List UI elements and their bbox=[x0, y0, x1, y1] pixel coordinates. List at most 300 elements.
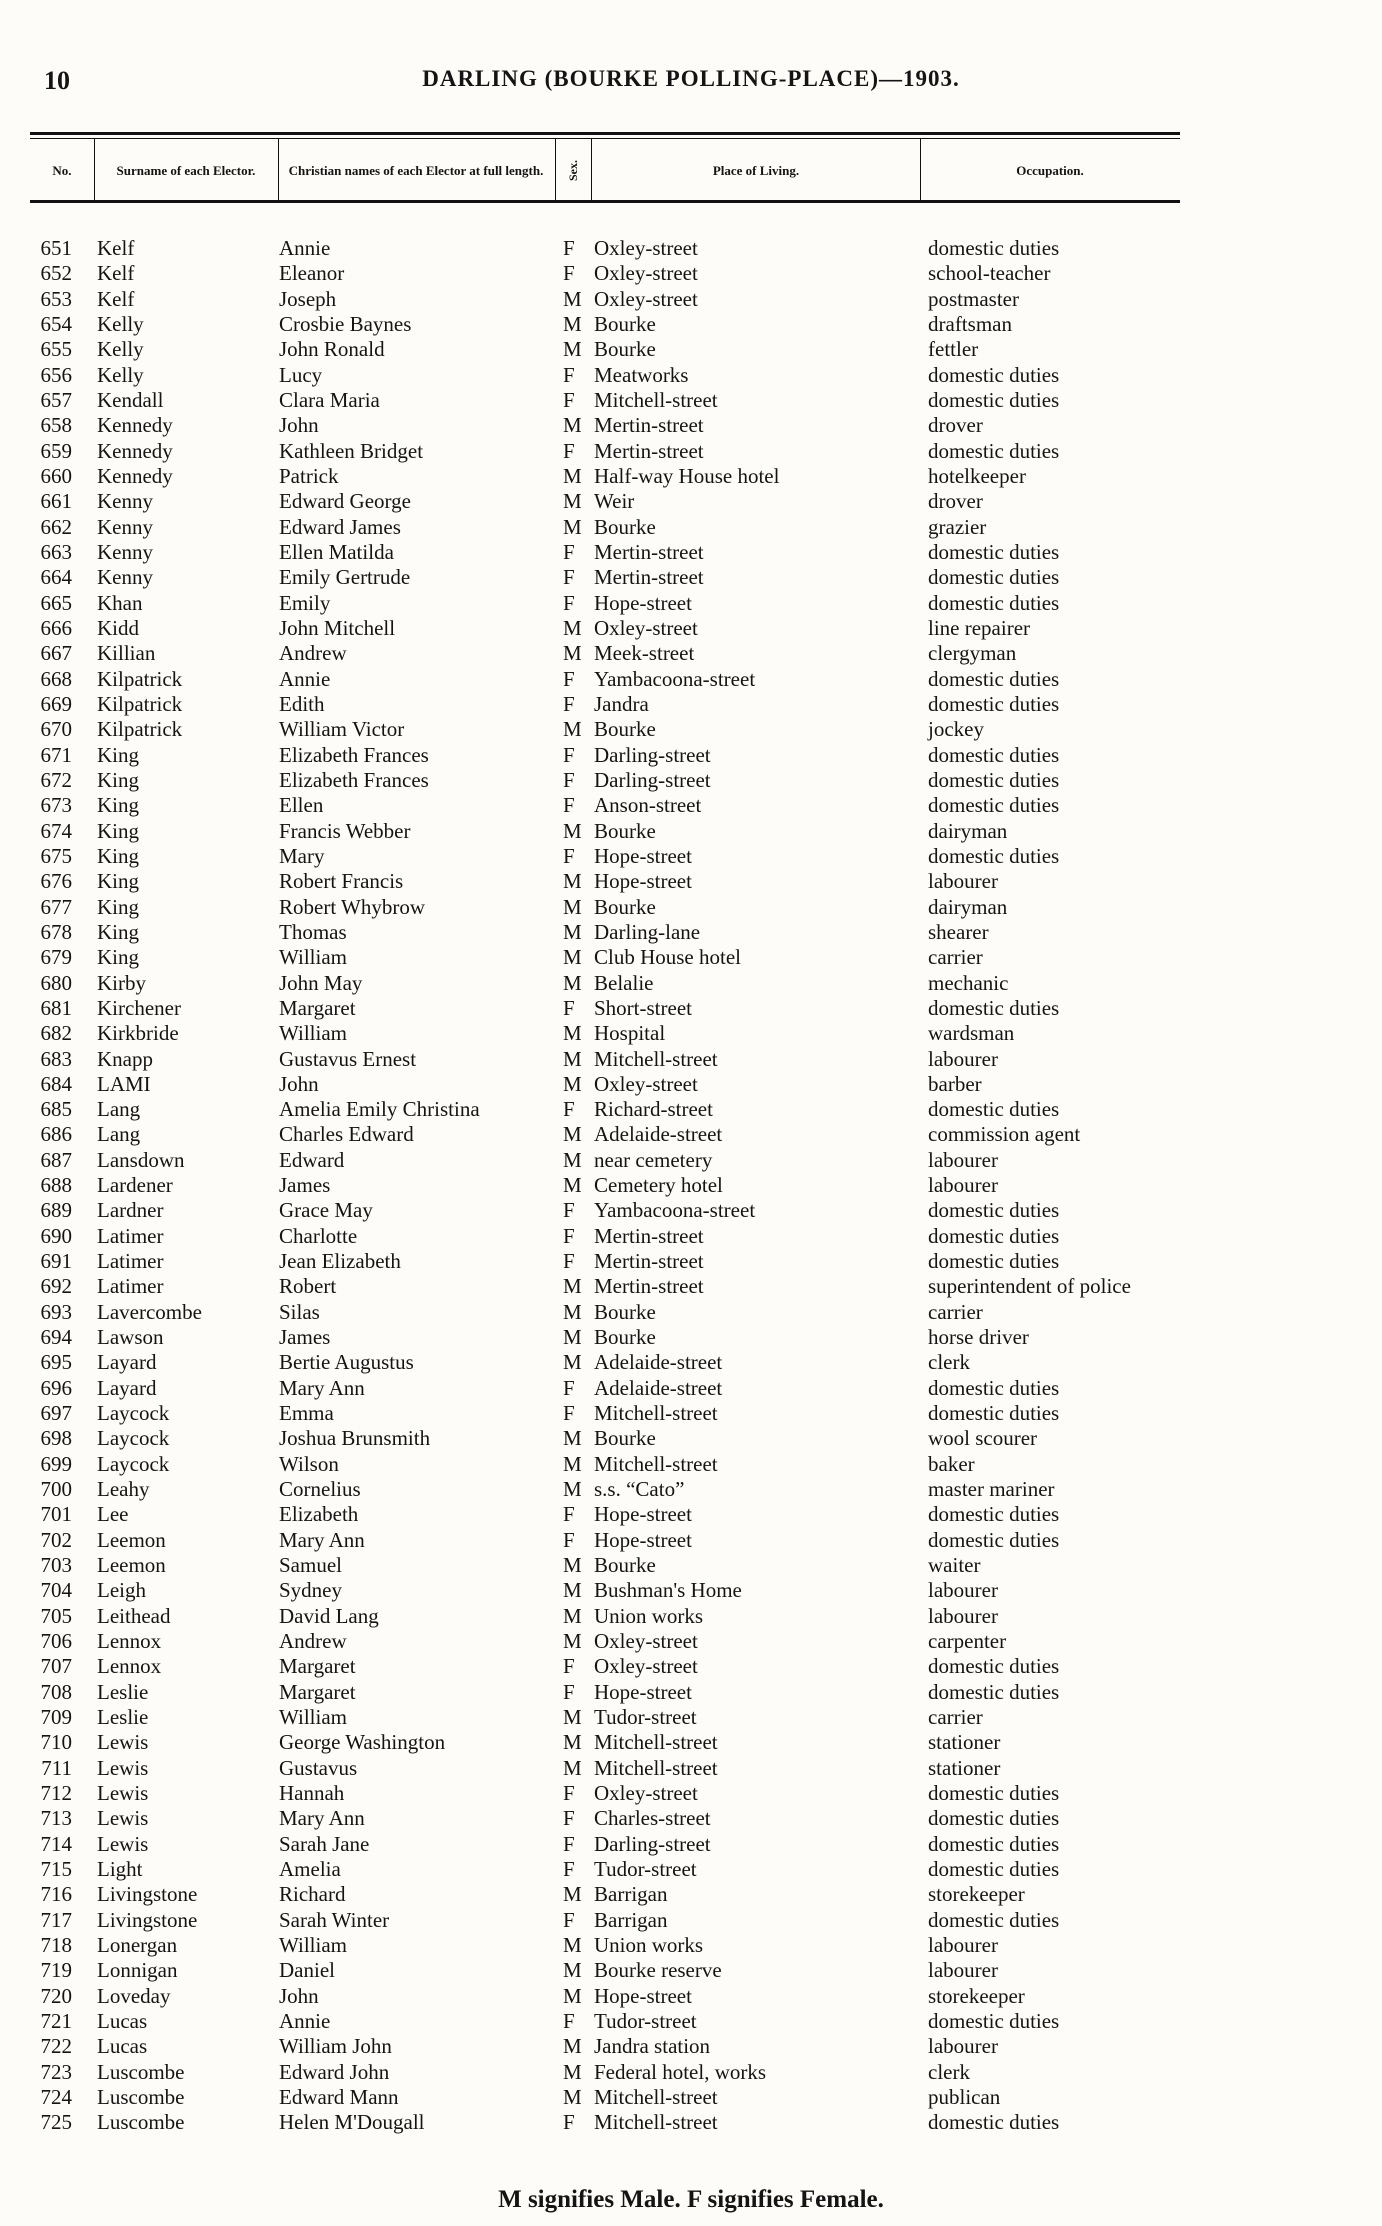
elector-number: 692 bbox=[40, 1274, 72, 1299]
place-of-living-cell: Bourke bbox=[594, 1426, 656, 1451]
surname-cell: Layard bbox=[97, 1350, 157, 1375]
sex-cell: M bbox=[563, 1299, 582, 1324]
surname-cell: Kenny bbox=[97, 565, 153, 590]
surname-cell: Kenny bbox=[97, 539, 153, 564]
surname-cell: Laycock bbox=[97, 1401, 170, 1426]
elector-number: 657 bbox=[40, 387, 72, 412]
place-of-living-cell: Meek-street bbox=[594, 641, 695, 666]
surname-cell: Kilpatrick bbox=[97, 691, 183, 716]
sex-cell: M bbox=[563, 894, 582, 919]
place-of-living-cell: Bourke bbox=[594, 1299, 656, 1324]
christian-names-cell: Gustavus bbox=[279, 1755, 358, 1780]
place-of-living-cell: Mitchell-street bbox=[594, 2110, 718, 2135]
table-row bbox=[0, 1528, 1382, 1553]
elector-number: 671 bbox=[40, 742, 72, 767]
table-row bbox=[0, 1249, 1382, 1274]
table-row bbox=[0, 287, 1382, 312]
table-row bbox=[0, 1097, 1382, 1122]
elector-number: 651 bbox=[40, 236, 72, 260]
surname-cell: LAMI bbox=[97, 1071, 151, 1096]
sex-legend: M signifies Male. F signifies Female. bbox=[498, 2186, 884, 2213]
surname-cell: King bbox=[97, 919, 139, 944]
occupation-cell: carrier bbox=[928, 945, 983, 970]
occupation-cell: fettler bbox=[928, 337, 979, 362]
occupation-cell: domestic duties bbox=[928, 1097, 1060, 1122]
sex-cell: M bbox=[563, 1477, 582, 1502]
table-row bbox=[0, 1325, 1382, 1350]
table-row bbox=[0, 692, 1382, 717]
christian-names-cell: Charlotte bbox=[279, 1223, 358, 1248]
christian-names-cell: Margaret bbox=[279, 1679, 356, 1704]
table-row bbox=[0, 1047, 1382, 1072]
surname-cell: Lucas bbox=[97, 2034, 148, 2059]
occupation-cell: baker bbox=[928, 1451, 975, 1476]
occupation-cell: hotelkeeper bbox=[928, 463, 1026, 488]
table-row bbox=[0, 2034, 1382, 2059]
christian-names-cell: Patrick bbox=[279, 463, 339, 488]
surname-cell: Lewis bbox=[97, 1730, 149, 1755]
place-of-living-cell: Adelaide-street bbox=[594, 1122, 723, 1147]
sex-cell: M bbox=[563, 1578, 582, 1603]
elector-number: 709 bbox=[40, 1705, 72, 1730]
surname-cell: King bbox=[97, 869, 139, 894]
surname-cell: Leemon bbox=[97, 1553, 166, 1578]
sex-cell: M bbox=[563, 1705, 582, 1730]
sex-cell: M bbox=[563, 818, 582, 843]
sex-cell: F bbox=[563, 995, 575, 1020]
surname-cell: Layard bbox=[97, 1375, 157, 1400]
surname-cell: Lonnigan bbox=[97, 1958, 178, 1983]
place-of-living-cell: Hope-street bbox=[594, 590, 692, 615]
table-row bbox=[0, 1553, 1382, 1578]
sex-cell: M bbox=[563, 1983, 582, 2008]
occupation-cell: waiter bbox=[928, 1553, 981, 1578]
sex-cell: M bbox=[563, 1173, 582, 1198]
sex-cell: M bbox=[563, 1426, 582, 1451]
christian-names-cell: Annie bbox=[279, 2008, 331, 2033]
elector-number: 656 bbox=[40, 362, 72, 387]
sex-cell: M bbox=[563, 1274, 582, 1299]
occupation-cell: draftsman bbox=[928, 311, 1012, 336]
surname-cell: King bbox=[97, 894, 139, 919]
christian-names-cell: Sarah Jane bbox=[279, 1831, 370, 1856]
sex-cell: F bbox=[563, 1223, 575, 1248]
christian-names-cell: Robert Francis bbox=[279, 869, 404, 894]
place-of-living-cell: Bourke bbox=[594, 311, 656, 336]
sex-cell: M bbox=[563, 945, 582, 970]
occupation-cell: labourer bbox=[928, 1578, 998, 1603]
elector-number: 720 bbox=[40, 1983, 72, 2008]
christian-names-cell: Amelia bbox=[279, 1857, 341, 1881]
table-row bbox=[0, 869, 1382, 894]
place-of-living-cell: Union works bbox=[594, 1932, 704, 1957]
elector-number: 676 bbox=[40, 869, 72, 894]
surname-cell: Laycock bbox=[97, 1426, 170, 1451]
place-of-living-cell: Hope-street bbox=[594, 1679, 692, 1704]
sex-cell: M bbox=[563, 615, 582, 640]
sex-cell: F bbox=[563, 1831, 575, 1856]
place-of-living-cell: Mertin-street bbox=[594, 539, 704, 564]
elector-number: 691 bbox=[40, 1249, 72, 1274]
sex-cell: F bbox=[563, 2008, 575, 2033]
occupation-cell: mechanic bbox=[928, 970, 1009, 995]
sex-cell: F bbox=[563, 539, 575, 564]
christian-names-cell: Emily bbox=[279, 590, 331, 615]
occupation-cell: clergyman bbox=[928, 641, 1017, 666]
sex-cell: F bbox=[563, 1857, 575, 1881]
sex-cell: M bbox=[563, 1071, 582, 1096]
table-row bbox=[0, 1224, 1382, 1249]
christian-names-cell: George Washington bbox=[279, 1730, 446, 1755]
elector-number: 716 bbox=[40, 1882, 72, 1907]
elector-number: 680 bbox=[40, 970, 72, 995]
place-of-living-cell: Union works bbox=[594, 1603, 704, 1628]
christian-names-cell: Francis Webber bbox=[279, 818, 411, 843]
sex-cell: F bbox=[563, 236, 575, 260]
place-of-living-cell: Anson-street bbox=[594, 793, 702, 818]
occupation-cell: labourer bbox=[928, 2034, 998, 2059]
place-of-living-cell: Richard-street bbox=[594, 1097, 713, 1122]
table-row bbox=[0, 1021, 1382, 1046]
christian-names-cell: Margaret bbox=[279, 995, 356, 1020]
occupation-cell: carpenter bbox=[928, 1629, 1007, 1654]
place-of-living-cell: Tudor-street bbox=[594, 1857, 697, 1881]
elector-number: 690 bbox=[40, 1223, 72, 1248]
sex-cell: M bbox=[563, 489, 582, 514]
surname-cell: Lewis bbox=[97, 1755, 149, 1780]
place-of-living-cell: Tudor-street bbox=[594, 2008, 697, 2033]
place-of-living-cell: Belalie bbox=[594, 970, 654, 995]
sex-cell: F bbox=[563, 590, 575, 615]
occupation-cell: publican bbox=[928, 2084, 1001, 2109]
surname-cell: Lavercombe bbox=[97, 1299, 202, 1324]
christian-names-cell: Edward bbox=[279, 1147, 345, 1172]
table-row bbox=[0, 1654, 1382, 1679]
christian-names-cell: Andrew bbox=[279, 1629, 347, 1654]
occupation-cell: storekeeper bbox=[928, 1983, 1025, 2008]
table-row bbox=[0, 971, 1382, 996]
occupation-cell: domestic duties bbox=[928, 362, 1060, 387]
surname-cell: Khan bbox=[97, 590, 143, 615]
elector-number: 679 bbox=[40, 945, 72, 970]
surname-cell: Lewis bbox=[97, 1781, 149, 1806]
elector-number: 694 bbox=[40, 1325, 72, 1350]
occupation-cell: carrier bbox=[928, 1705, 983, 1730]
sex-cell: F bbox=[563, 1679, 575, 1704]
place-of-living-cell: Mitchell-street bbox=[594, 1046, 718, 1071]
place-of-living-cell: Hope-street bbox=[594, 1502, 692, 1527]
occupation-cell: domestic duties bbox=[928, 1806, 1060, 1831]
elector-number: 677 bbox=[40, 894, 72, 919]
place-of-living-cell: near cemetery bbox=[594, 1147, 713, 1172]
sex-cell: F bbox=[563, 767, 575, 792]
christian-names-cell: William John bbox=[279, 2034, 392, 2059]
christian-names-cell: Edward George bbox=[279, 489, 411, 514]
column-header-sex: Sex. bbox=[565, 159, 580, 181]
elector-number: 687 bbox=[40, 1147, 72, 1172]
occupation-cell: labourer bbox=[928, 1046, 998, 1071]
occupation-cell: domestic duties bbox=[928, 539, 1060, 564]
table-row bbox=[0, 591, 1382, 616]
occupation-cell: stationer bbox=[928, 1730, 1001, 1755]
christian-names-cell: Edith bbox=[279, 691, 325, 716]
place-of-living-cell: Charles-street bbox=[594, 1806, 711, 1831]
elector-number: 670 bbox=[40, 717, 72, 742]
christian-names-cell: Edward Mann bbox=[279, 2084, 399, 2109]
column-header-place: Place of Living. bbox=[712, 162, 800, 178]
elector-number: 706 bbox=[40, 1629, 72, 1654]
header-rule-thin bbox=[30, 138, 1180, 139]
sex-cell: M bbox=[563, 514, 582, 539]
table-row bbox=[0, 489, 1382, 514]
surname-cell: Kenny bbox=[97, 514, 153, 539]
occupation-cell: master mariner bbox=[928, 1477, 1055, 1502]
surname-cell: Livingstone bbox=[97, 1882, 198, 1907]
surname-cell: Luscombe bbox=[97, 2110, 185, 2135]
christian-names-cell: Charles Edward bbox=[279, 1122, 414, 1147]
christian-names-cell: Edward James bbox=[279, 514, 401, 539]
christian-names-cell: Mary Ann bbox=[279, 1375, 365, 1400]
place-of-living-cell: Oxley-street bbox=[594, 1654, 698, 1679]
elector-number: 661 bbox=[40, 489, 72, 514]
table-row bbox=[0, 1502, 1382, 1527]
elector-number: 704 bbox=[40, 1578, 72, 1603]
table-row bbox=[0, 1908, 1382, 1933]
table-row bbox=[0, 667, 1382, 692]
elector-number: 653 bbox=[40, 286, 72, 311]
sex-cell: M bbox=[563, 1730, 582, 1755]
surname-cell: Kelf bbox=[97, 236, 135, 260]
surname-cell: Kennedy bbox=[97, 413, 173, 438]
sex-cell: F bbox=[563, 691, 575, 716]
place-of-living-cell: Mitchell-street bbox=[594, 1451, 718, 1476]
elector-number: 668 bbox=[40, 666, 72, 691]
elector-number: 705 bbox=[40, 1603, 72, 1628]
place-of-living-cell: Oxley-street bbox=[594, 286, 698, 311]
header-rule-thick bbox=[30, 132, 1180, 135]
table-row bbox=[0, 363, 1382, 388]
table-row bbox=[0, 616, 1382, 641]
table-row bbox=[0, 1857, 1382, 1882]
table-row bbox=[0, 1148, 1382, 1173]
sex-cell: F bbox=[563, 1781, 575, 1806]
place-of-living-cell: Oxley-street bbox=[594, 261, 698, 286]
surname-cell: Lee bbox=[97, 1502, 129, 1527]
elector-number: 658 bbox=[40, 413, 72, 438]
electoral-roll-table bbox=[0, 236, 1382, 2136]
christian-names-cell: Cornelius bbox=[279, 1477, 361, 1502]
elector-number: 698 bbox=[40, 1426, 72, 1451]
surname-cell: Kelly bbox=[97, 311, 144, 336]
table-row bbox=[0, 1604, 1382, 1629]
occupation-cell: domestic duties bbox=[928, 1249, 1060, 1274]
elector-number: 685 bbox=[40, 1097, 72, 1122]
christian-names-cell: Emma bbox=[279, 1401, 334, 1426]
table-row bbox=[0, 2060, 1382, 2085]
christian-names-cell: Annie bbox=[279, 236, 331, 260]
christian-names-cell: Ellen Matilda bbox=[279, 539, 394, 564]
surname-cell: Leahy bbox=[97, 1477, 150, 1502]
place-of-living-cell: Oxley-street bbox=[594, 615, 698, 640]
sex-cell: F bbox=[563, 666, 575, 691]
christian-names-cell: Sydney bbox=[279, 1578, 342, 1603]
elector-number: 714 bbox=[40, 1831, 72, 1856]
place-of-living-cell: Mertin-street bbox=[594, 1274, 704, 1299]
table-row bbox=[0, 1629, 1382, 1654]
christian-names-cell: Clara Maria bbox=[279, 387, 380, 412]
elector-number: 719 bbox=[40, 1958, 72, 1983]
table-row bbox=[0, 1426, 1382, 1451]
table-row bbox=[0, 1401, 1382, 1426]
christian-names-cell: Wilson bbox=[279, 1451, 339, 1476]
christian-names-cell: William bbox=[279, 1021, 347, 1046]
place-of-living-cell: Bourke bbox=[594, 1325, 656, 1350]
occupation-cell: domestic duties bbox=[928, 1831, 1060, 1856]
elector-number: 664 bbox=[40, 565, 72, 590]
occupation-cell: domestic duties bbox=[928, 843, 1060, 868]
christian-names-cell: David Lang bbox=[279, 1603, 379, 1628]
occupation-cell: domestic duties bbox=[928, 995, 1060, 1020]
surname-cell: King bbox=[97, 843, 139, 868]
table-row bbox=[0, 515, 1382, 540]
place-of-living-cell: Mertin-street bbox=[594, 565, 704, 590]
surname-cell: Lewis bbox=[97, 1831, 149, 1856]
surname-cell: Leslie bbox=[97, 1705, 149, 1730]
sex-cell: M bbox=[563, 1958, 582, 1983]
surname-cell: Leithead bbox=[97, 1603, 171, 1628]
table-row bbox=[0, 1730, 1382, 1755]
place-of-living-cell: Hope-street bbox=[594, 1983, 692, 2008]
table-row bbox=[0, 1781, 1382, 1806]
sex-cell: F bbox=[563, 1527, 575, 1552]
table-row bbox=[0, 641, 1382, 666]
occupation-cell: dairyman bbox=[928, 894, 1008, 919]
surname-cell: Latimer bbox=[97, 1249, 164, 1274]
elector-number: 699 bbox=[40, 1451, 72, 1476]
elector-number: 659 bbox=[40, 438, 72, 463]
place-of-living-cell: Oxley-street bbox=[594, 1781, 698, 1806]
surname-cell: Kennedy bbox=[97, 438, 173, 463]
elector-number: 700 bbox=[40, 1477, 72, 1502]
surname-cell: Kenny bbox=[97, 489, 153, 514]
sex-cell: M bbox=[563, 1882, 582, 1907]
place-of-living-cell: Darling-lane bbox=[594, 919, 701, 944]
elector-number: 701 bbox=[40, 1502, 72, 1527]
table-row bbox=[0, 2085, 1382, 2110]
occupation-cell: domestic duties bbox=[928, 565, 1060, 590]
occupation-cell: barber bbox=[928, 1071, 982, 1096]
place-of-living-cell: Tudor-street bbox=[594, 1705, 697, 1730]
place-of-living-cell: Bourke bbox=[594, 717, 656, 742]
elector-number: 697 bbox=[40, 1401, 72, 1426]
table-row bbox=[0, 920, 1382, 945]
place-of-living-cell: Bushman's Home bbox=[594, 1578, 742, 1603]
sex-cell: F bbox=[563, 387, 575, 412]
place-of-living-cell: Jandra bbox=[594, 691, 649, 716]
surname-cell: King bbox=[97, 767, 139, 792]
elector-number: 674 bbox=[40, 818, 72, 843]
occupation-cell: horse driver bbox=[928, 1325, 1029, 1350]
elector-number: 702 bbox=[40, 1527, 72, 1552]
sex-cell: F bbox=[563, 1375, 575, 1400]
surname-cell: Lansdown bbox=[97, 1147, 185, 1172]
table-row bbox=[0, 1578, 1382, 1603]
table-row bbox=[0, 1452, 1382, 1477]
surname-cell: Lucas bbox=[97, 2008, 148, 2033]
occupation-cell: grazier bbox=[928, 514, 987, 539]
sex-cell: M bbox=[563, 2084, 582, 2109]
sex-cell: M bbox=[563, 717, 582, 742]
elector-number: 724 bbox=[40, 2084, 72, 2109]
sex-cell: M bbox=[563, 1451, 582, 1476]
column-divider bbox=[920, 139, 921, 200]
place-of-living-cell: Mertin-street bbox=[594, 438, 704, 463]
surname-cell: Kelly bbox=[97, 362, 144, 387]
elector-number: 718 bbox=[40, 1932, 72, 1957]
table-row bbox=[0, 1806, 1382, 1831]
sex-cell: M bbox=[563, 286, 582, 311]
table-row bbox=[0, 793, 1382, 818]
elector-number: 675 bbox=[40, 843, 72, 868]
table-row bbox=[0, 439, 1382, 464]
column-header-christian-names: Christian names of each Elector at full length. bbox=[288, 162, 544, 178]
occupation-cell: labourer bbox=[928, 1932, 998, 1957]
place-of-living-cell: Half-way House hotel bbox=[594, 463, 780, 488]
occupation-cell: clerk bbox=[928, 1350, 970, 1375]
occupation-cell: line repairer bbox=[928, 615, 1031, 640]
table-row bbox=[0, 236, 1382, 261]
occupation-cell: stationer bbox=[928, 1755, 1001, 1780]
table-row bbox=[0, 1705, 1382, 1730]
christian-names-cell: Crosbie Baynes bbox=[279, 311, 412, 336]
column-header-rule bbox=[30, 200, 1180, 203]
christian-names-cell: John May bbox=[279, 970, 363, 995]
table-row bbox=[0, 1376, 1382, 1401]
surname-cell: King bbox=[97, 742, 139, 767]
elector-number: 654 bbox=[40, 311, 72, 336]
surname-cell: Lewis bbox=[97, 1806, 149, 1831]
sex-cell: M bbox=[563, 1755, 582, 1780]
christian-names-cell: Eleanor bbox=[279, 261, 345, 286]
christian-names-cell: James bbox=[279, 1173, 331, 1198]
occupation-cell: carrier bbox=[928, 1299, 983, 1324]
christian-names-cell: John bbox=[279, 413, 319, 438]
sex-cell: M bbox=[563, 1147, 582, 1172]
christian-names-cell: William bbox=[279, 1932, 347, 1957]
sex-cell: F bbox=[563, 565, 575, 590]
surname-cell: Kirby bbox=[97, 970, 146, 995]
christian-names-cell: Helen M'Dougall bbox=[279, 2110, 425, 2135]
surname-cell: Kelf bbox=[97, 261, 135, 286]
table-row bbox=[0, 1350, 1382, 1375]
christian-names-cell: Andrew bbox=[279, 641, 347, 666]
elector-number: 684 bbox=[40, 1071, 72, 1096]
surname-cell: Luscombe bbox=[97, 2084, 185, 2109]
occupation-cell: labourer bbox=[928, 1603, 998, 1628]
column-divider bbox=[591, 139, 592, 200]
occupation-cell: drover bbox=[928, 489, 983, 514]
place-of-living-cell: Mertin-street bbox=[594, 1249, 704, 1274]
place-of-living-cell: Federal hotel, works bbox=[594, 2059, 767, 2084]
sex-cell: F bbox=[563, 1502, 575, 1527]
elector-number: 681 bbox=[40, 995, 72, 1020]
occupation-cell: postmaster bbox=[928, 286, 1019, 311]
occupation-cell: labourer bbox=[928, 1173, 998, 1198]
surname-cell: King bbox=[97, 818, 139, 843]
sex-cell: F bbox=[563, 1097, 575, 1122]
sex-cell: F bbox=[563, 742, 575, 767]
place-of-living-cell: Bourke bbox=[594, 1553, 656, 1578]
